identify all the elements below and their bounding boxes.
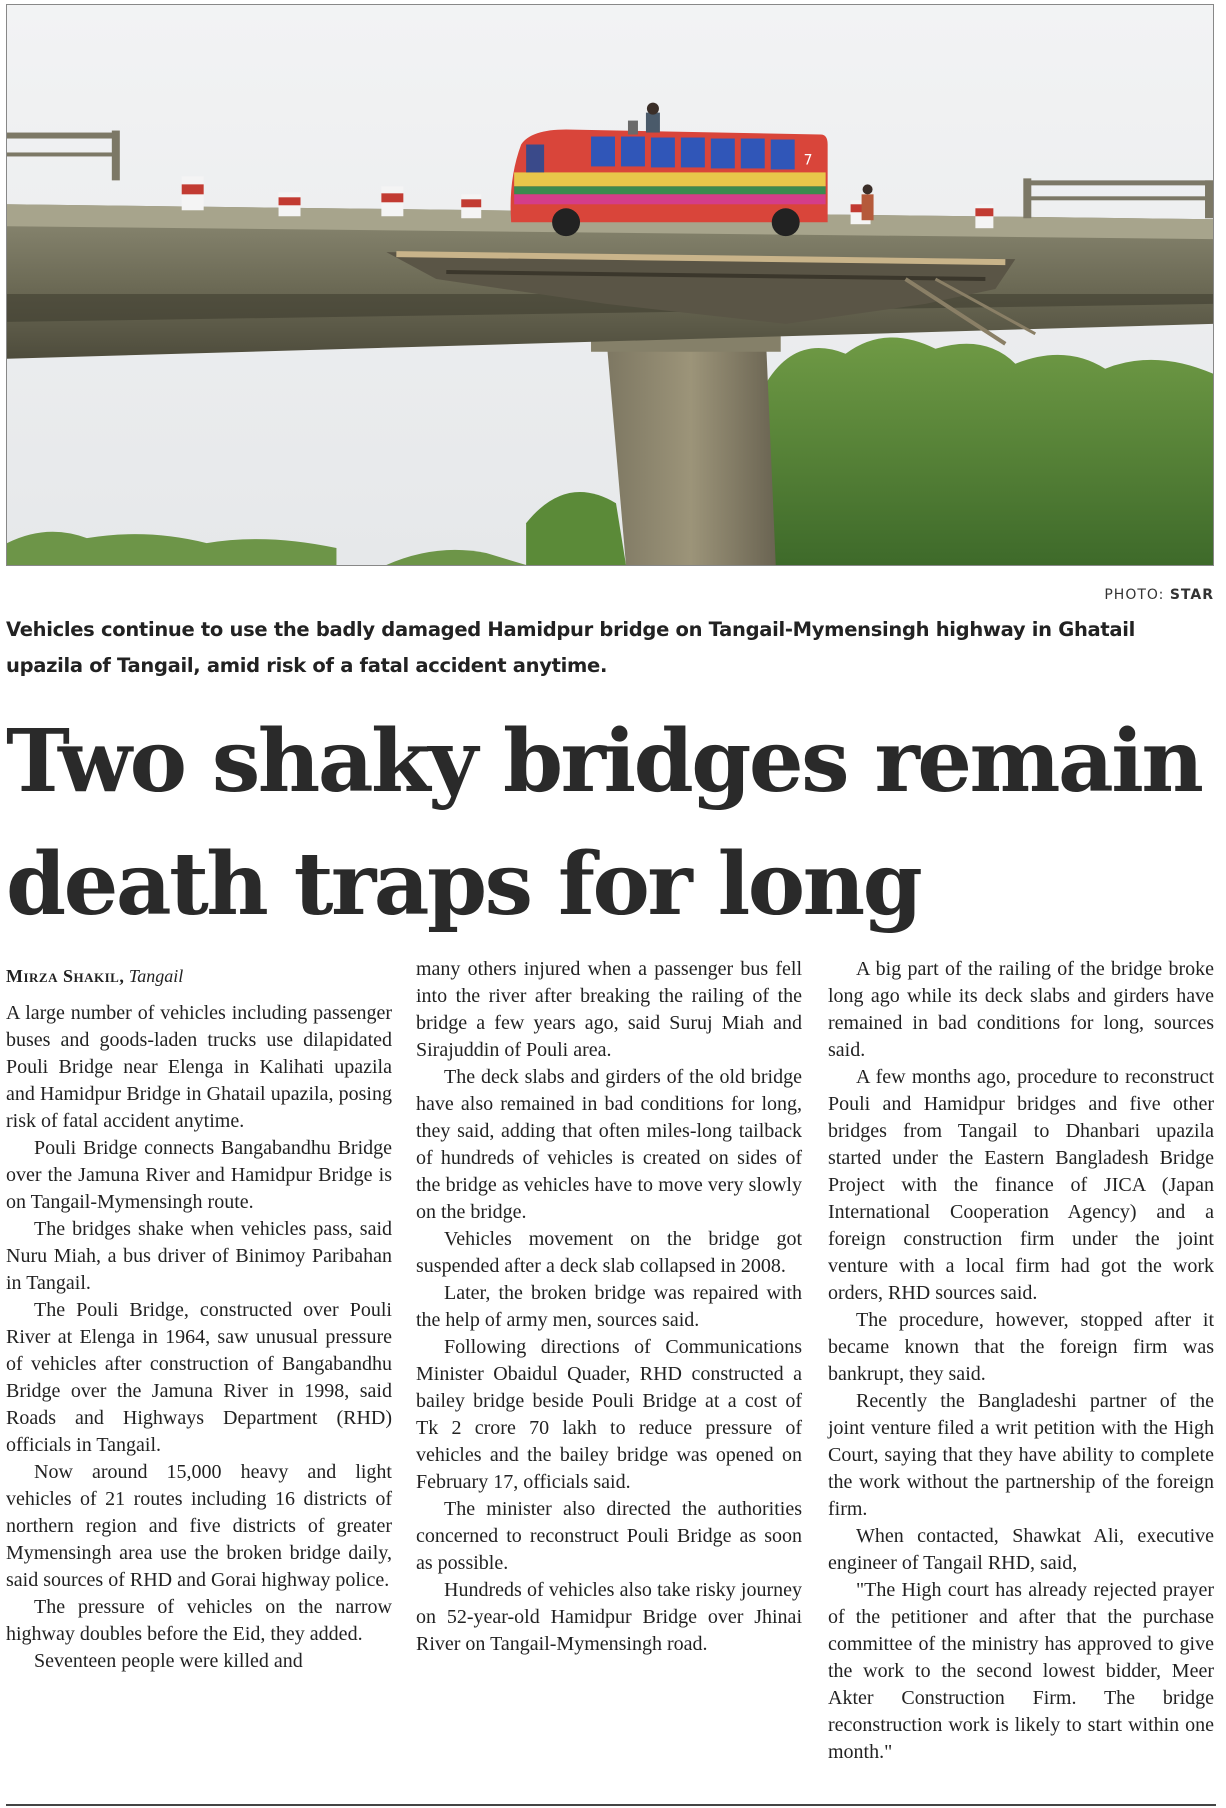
paragraph: Following directions of Communications Minister Obaidul Quader, RHD constructed a bailey bridge beside Pouli Bridge at a cost of Tk 2 crore 70 lakh to reduce pressure of vehicles and the bailey bridge was opened on February 17, officials said. [416,1336,802,1493]
paragraph: The Pouli Bridge, constructed over Pouli River at Elenga in 1964, saw unusual pressure of vehicles after construction of Bangabandhu Bridge over the Jamuna River in 1998, said Roads and Highways Department (RHD) officials in Tangail. [6,1299,392,1456]
byline-author: Mirza Shakil, [6,966,125,986]
article-column-3 [828,956,1214,1766]
photo-credit [1104,587,1214,603]
photo-caption: Vehicles continue to use the badly damaged Hamidpur bridge on Tangail-Mymensingh highway in Ghatail upazila of Tangail, amid risk of a fatal accident anytime. [6,618,1136,677]
paragraph: The bridges shake when vehicles pass, said Nuru Miah, a bus driver of Binimoy Paribahan in Tangail. [6,1218,392,1294]
paragraph: The deck slabs and girders of the old bridge have also remained in bad conditions for long, they said, adding that often miles-long tailback of hundreds of vehicles is created on sides of the bridge as vehicles have to move very slowly on the bridge. [416,1066,802,1223]
headline: Two shaky bridges remain death traps for long [6,711,1202,935]
byline-place: Tangail [128,966,184,986]
paragraph: When contacted, Shawkat Ali, executive engineer of Tangail RHD, said, [828,1525,1214,1574]
paragraph: Now around 15,000 heavy and light vehicles of 21 routes including 16 districts of northern region and five districts of greater Mymensingh area use the broken bridge daily, said sources of RHD and Gorai highway police. [6,1461,392,1591]
news-photo [6,4,1214,566]
bus [511,130,828,237]
photo-credit-source: STAR [1169,587,1214,603]
paragraph: "The High court has already rejected prayer of the petitioner and after that the purchase committee of the ministry has approved to give the work to the second lowest bidder, Meer Akter Construction Firm. The bridge reconstruction work is likely to start within one month." [828,1579,1214,1763]
article-column-2 [416,956,802,1658]
paragraph: Later, the broken bridge was repaired with the help of army men, sources said. [416,1282,802,1331]
paragraph: Hundreds of vehicles also take risky journey on 52-year-old Hamidpur Bridge over Jhinai River on Tangail-Mymensingh road. [416,1579,802,1655]
paragraph: The procedure, however, stopped after it became known that the foreign firm was bankrupt, they said. [828,1309,1214,1385]
paragraph: A few months ago, procedure to reconstruct Pouli and Hamidpur bridges and five other bridges from Tangail to Dhanbari upazila started under the Eastern Bangladesh Bridge Project with the finance of JICA (Japan International Cooperation Agency) and a foreign construction firm under the joint venture with a local firm had got the work orders, RHD sources said. [828,1066,1214,1304]
paragraph: Recently the Bangladeshi partner of the joint venture filed a writ petition with the High Court, saying that they have ability to complete the work without the partnership of the foreign firm. [828,1390,1214,1520]
photo-credit-label: PHOTO: [1104,587,1165,603]
paragraph: A big part of the railing of the bridge broke long ago while its deck slabs and girders have remained in bad conditions for long, sources said. [828,958,1214,1061]
paragraph: The pressure of vehicles on the narrow highway doubles before the Eid, they added. [6,1596,392,1645]
paragraph: Pouli Bridge connects Bangabandhu Bridge over the Jamuna River and Hamidpur Bridge is on Tangail-Mymensingh route. [6,1137,392,1213]
paragraph: Seventeen people were killed and [34,1650,303,1672]
paragraph: Vehicles movement on the bridge got suspended after a deck slab collapsed in 2008. [416,1228,802,1277]
article-column-1 [6,962,392,1675]
paragraph: The minister also directed the authorities concerned to reconstruct Pouli Bridge as soon as possible. [416,1498,802,1574]
byline [6,962,392,990]
bus-number: 7 [803,152,813,169]
paragraph: A large number of vehicles including passenger buses and goods-laden trucks use dilapidated Pouli Bridge near Elenga in Kalihati upazila and Hamidpur Bridge in Ghatail upazila, posing risk of fatal accident anytime. [6,1002,392,1132]
bridge-photo-illustration [7,5,1213,565]
bottom-rule [6,1804,1216,1806]
paragraph: many others injured when a passenger bus fell into the river after breaking the railing of the bridge a few years ago, said Suruj Miah and Sirajuddin of Pouli area. [416,958,802,1061]
